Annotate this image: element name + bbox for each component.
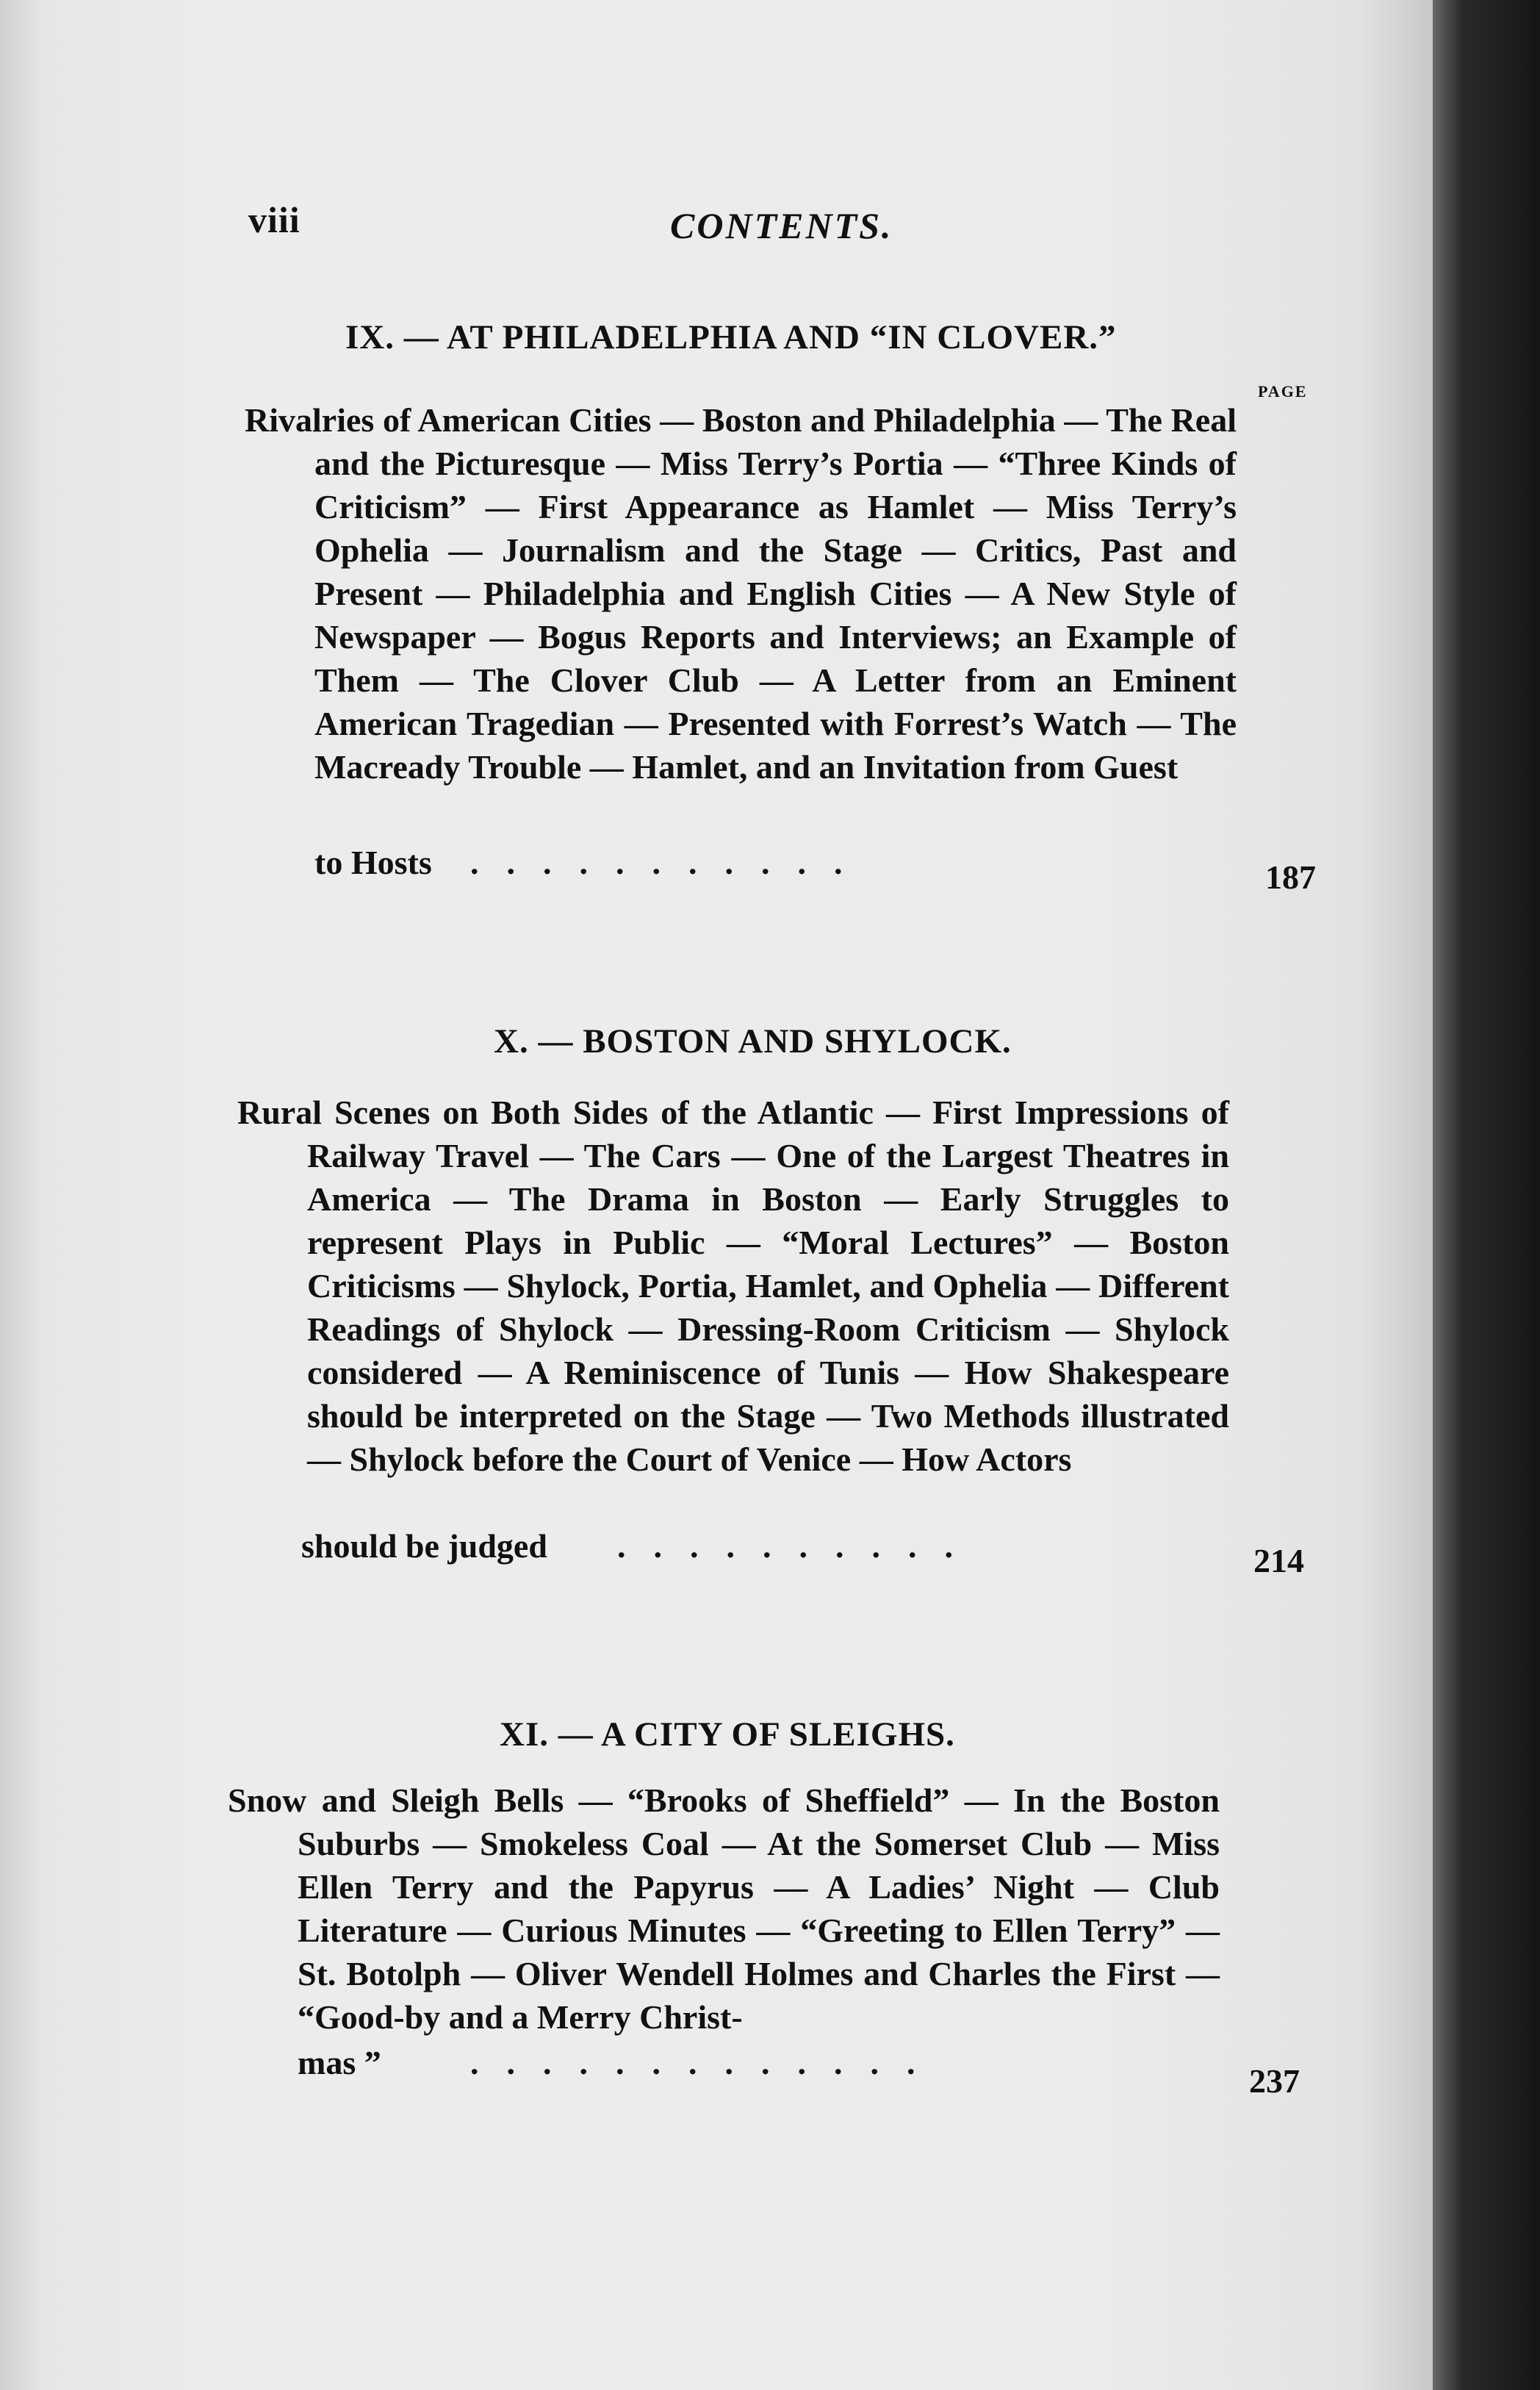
page-ref-x: 214	[1253, 1542, 1304, 1579]
chapter-last-line-ix: to Hosts	[314, 844, 432, 881]
chapter-last-line-x: should be judged	[301, 1527, 547, 1565]
page-ref-ix: 187	[1265, 858, 1316, 896]
running-head: CONTENTS.	[670, 205, 893, 246]
chapter-title-xi: XI. — A CITY OF SLEIGHS.	[500, 1715, 955, 1754]
page-ref-xi: 237	[1249, 2062, 1300, 2100]
chapter-title-ix: IX. — AT PHILADELPHIA AND “IN CLOVER.”	[345, 318, 1117, 356]
leader-dots: .............	[470, 2044, 943, 2081]
page-number: viii	[248, 199, 301, 240]
chapter-last-line-xi: mas ”	[298, 2044, 381, 2081]
book-spine-shadow	[1433, 0, 1540, 2390]
chapter-title-x: X. — BOSTON AND SHYLOCK.	[494, 1022, 1012, 1061]
chapter-summary-xi: Snow and Sleigh Bells — “Brooks of Sheffield” — In the Boston Suburbs — Smokeless Coal — At the Somerset Club — Miss Ellen Terry and the Papyrus — A Ladies’ Night — Club Literature — Curious Minutes — “Greeting to Ellen Terry” — St. Botolph — Oliver Wendell Holmes and Charles the First — “Good-by and a Merry Christ-	[228, 1781, 1220, 2036]
leader-dots: ..........	[617, 1527, 981, 1565]
chapter-summary-ix: Rivalries of American Cities — Boston and Philadelphia — The Real and the Picturesque — Miss Terry’s Portia — “Three Kinds of Criticism” — First Appearance as Hamlet — Miss Terry’s Ophelia — Journalism and the Stage — Critics, Past and Present — Philadelphia and English Cities — A New Style of Newspaper — Bogus Reports and Interviews; an Example of Them — The Clover Club — A Letter from an Eminent American Tragedian — Presented with Forrest’s Watch — The Macready Trouble — Hamlet, and an Invitation from Guest	[245, 401, 1237, 786]
chapter-summary-x: Rural Scenes on Both Sides of the Atlantic — First Impressions of Railway Travel — The Cars — One of the Largest Theatres in America — The Drama in Boston — Early Struggles to represent Plays in Public — “Moral Lectures” — Boston Criticisms — Shylock, Portia, Hamlet, and Ophelia — Different Readings of Shylock — Dressing-Room Criticism — Shylock considered — A Reminiscence of Tunis — How Shakespeare should be interpreted on the Stage — Two Methods illustrated — Shylock before the Court of Venice — How Actors	[237, 1094, 1229, 1478]
page-column-label: PAGE	[1258, 382, 1308, 401]
leader-dots: ...........	[470, 844, 871, 881]
